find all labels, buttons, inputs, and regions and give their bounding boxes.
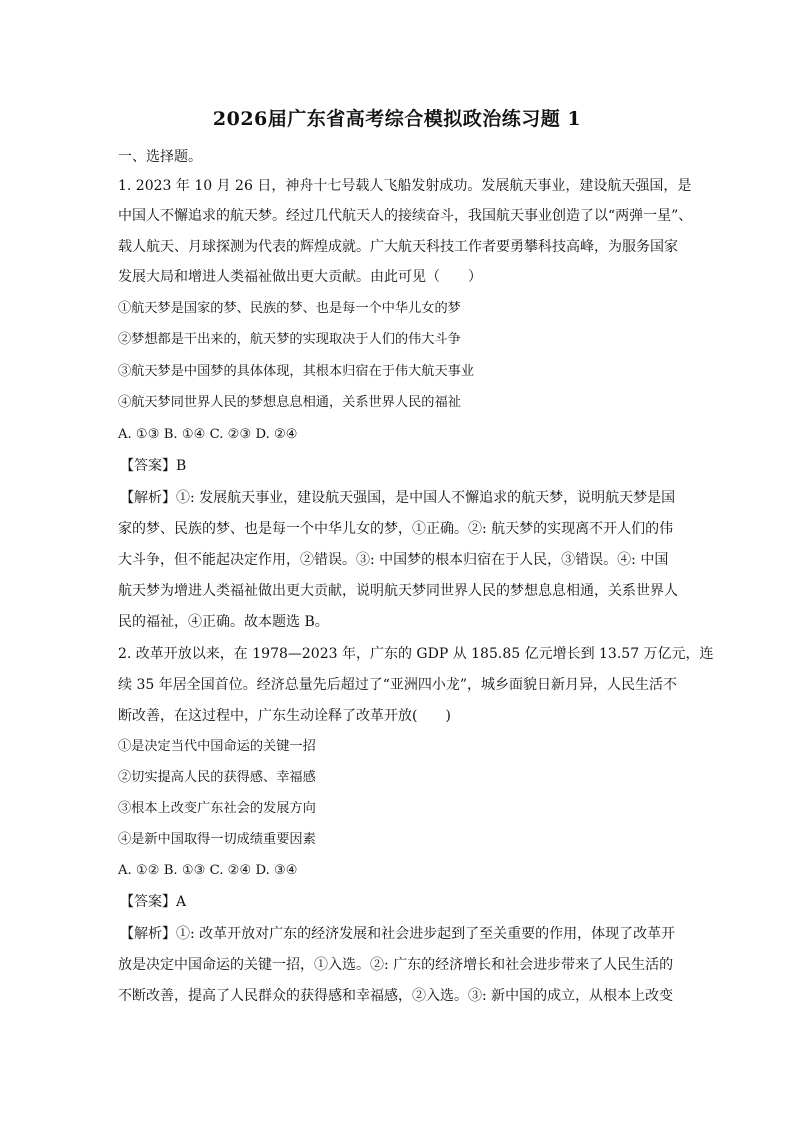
q1-stem-line: 中国人不懈追求的航天梦。经过几代航天人的接续奋斗，我国航天事业创造了以“两弹一星”、 <box>118 208 693 224</box>
q1-stem-line: 载人航天、月球探测为代表的辉煌成就。广大航天科技工作者要勇攀科技高峰，为服务国家 <box>118 239 678 255</box>
document-title: 2026届广东省高考综合模拟政治练习题 1 <box>212 108 582 130</box>
q1-option: ③航天梦是中国梦的具体体现，其根本归宿在于伟大航天事业 <box>118 364 475 379</box>
q2-option: ③根本上改变广东社会的发展方向 <box>118 801 316 816</box>
q1-option: ④航天梦同世界人民的梦想息息相通，关系世界人民的福祉 <box>118 395 461 410</box>
q1-analysis-line: 民的福祉，④正确。故本题选 B。 <box>118 614 329 630</box>
q1-option: ②梦想都是干出来的，航天梦的实现取决于人们的伟大斗争 <box>118 332 461 347</box>
q2-analysis-line: 放是决定中国命运的关键一招，①入选。②: 广东的经济增长和社会进步带来了人民生活的 <box>118 957 674 973</box>
q2-option: ①是决定当代中国命运的关键一招 <box>118 739 316 754</box>
q2-choices: A. ①② B. ①③ C. ②④ D. ③④ <box>118 863 298 878</box>
q1-stem-line: 1. 2023 年 10 月 26 日，神舟十七号载人飞船发射成功。发展航天事业，建设航天强国，是 <box>118 178 692 194</box>
q2-stem-line: 断改善，在这过程中，广东生动诠释了改革开放( ) <box>118 708 451 724</box>
q2-option: ④是新中国取得一切成绩重要因素 <box>118 832 316 847</box>
q1-answer: 【答案】B <box>120 458 187 474</box>
q1-choices: A. ①③ B. ①④ C. ②③ D. ②④ <box>118 427 298 442</box>
q2-stem-line: 续 35 年居全国首位。经济总量先后超过了“亚洲四小龙”，城乡面貌日新月异，人民生活不 <box>118 677 678 693</box>
q2-option: ②切实提高人民的获得感、幸福感 <box>118 770 316 785</box>
q2-analysis-line: 不断改善，提高了人民群众的获得感和幸福感，②入选。③: 新中国的成立，从根本上改变 <box>118 988 674 1004</box>
section-heading: 一、选择题。 <box>118 149 202 165</box>
q1-analysis-line: 【解析】①: 发展航天事业，建设航天强国，是中国人不懈追求的航天梦，说明航天梦是国 <box>120 490 676 506</box>
q2-answer: 【答案】A <box>120 894 187 910</box>
q2-analysis-line: 【解析】①: 改革开放对广东的经济发展和社会进步起到了至关重要的作用，体现了改革开 <box>120 926 676 942</box>
q1-stem-line: 发展大局和增进人类福祉做出更大贡献。由此可见（ ） <box>118 269 482 285</box>
q1-option: ①航天梦是国家的梦、民族的梦、也是每一个中华儿女的梦 <box>118 301 461 316</box>
q1-analysis-line: 大斗争，但不能起决定作用，②错误。③: 中国梦的根本归宿在于人民，③错误。④: 中国 <box>118 552 669 568</box>
q1-analysis-line: 家的梦、民族的梦、也是每一个中华儿女的梦，①正确。②: 航天梦的实现离不开人们的伟 <box>118 521 674 537</box>
q2-stem-line: 2. 改革开放以来，在 1978—2023 年，广东的 GDP 从 185.85 亿元增长到 13.57 万亿元，连 <box>118 646 714 662</box>
q1-analysis-line: 航天梦为增进人类福祉做出更大贡献，说明航天梦同世界人民的梦想息息相通，关系世界人 <box>118 583 678 599</box>
